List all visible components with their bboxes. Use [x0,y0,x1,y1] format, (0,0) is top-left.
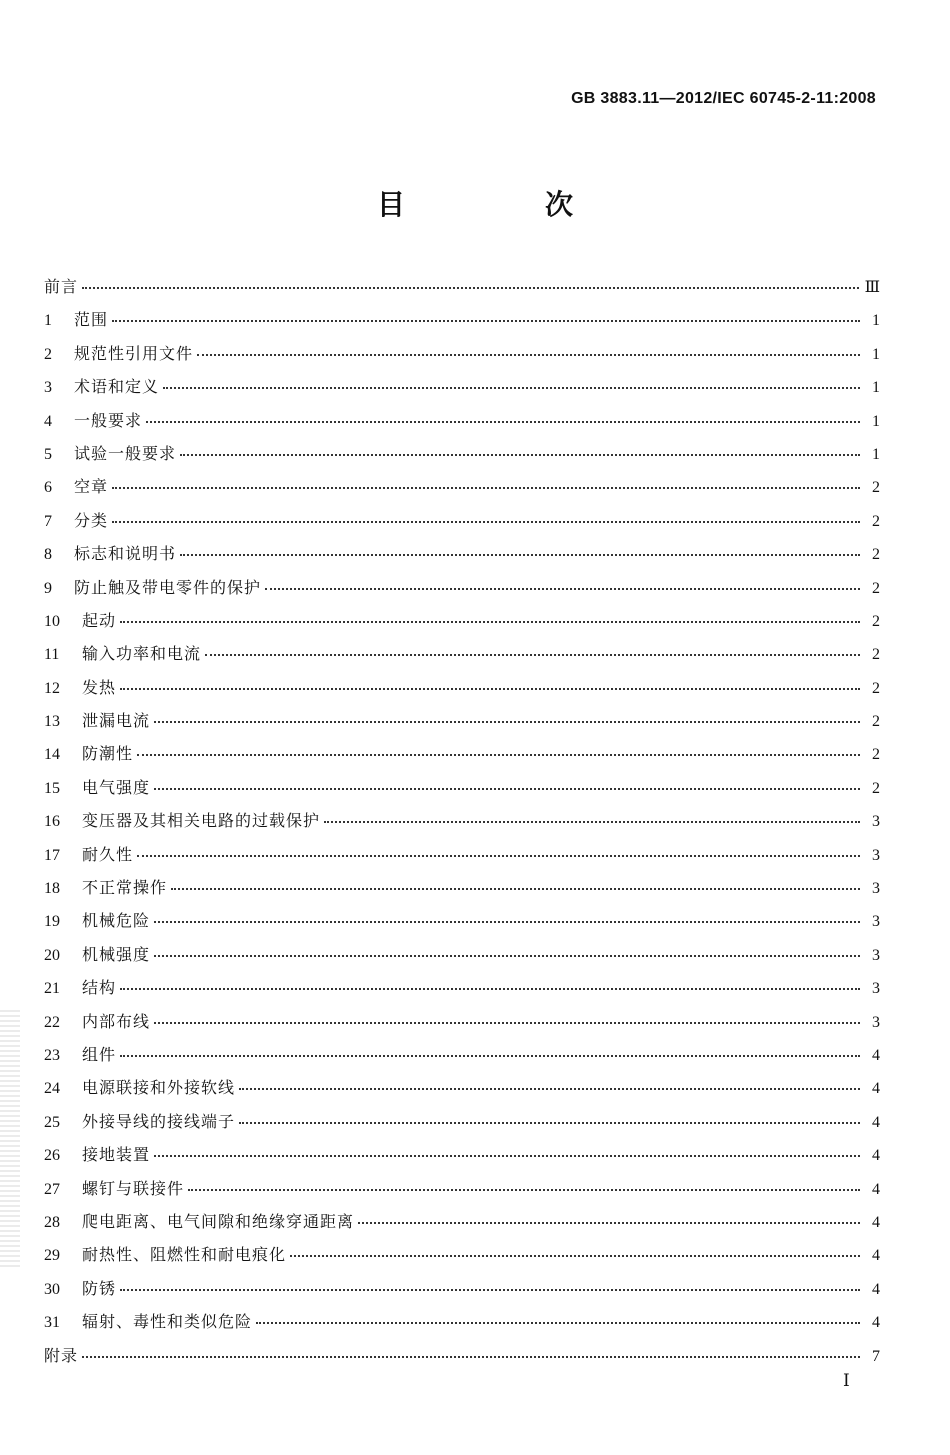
toc-entry-label: 爬电距离、电气间隙和绝缘穿通距离 [82,1211,355,1231]
scan-artifact [0,1010,20,1270]
toc-dot-leader [137,753,860,756]
toc-entry[interactable] [44,504,880,537]
toc-entry-page: 3 [872,846,880,864]
toc-entry-label: 不正常操作 [82,878,168,898]
toc-entry-number: 20 [44,946,60,964]
toc-entry-number: 4 [44,412,52,430]
toc-dot-leader [154,920,860,923]
toc-dot-leader [154,954,860,957]
toc-dot-leader [112,486,860,489]
toc-entry-label: 标志和说明书 [74,544,177,564]
toc-entry-number: 5 [44,445,52,463]
toc-entry-number: 17 [44,846,60,864]
toc-entry[interactable] [44,1339,880,1372]
toc-entry-label: 结构 [82,978,117,998]
toc-entry-page: 4 [872,1280,880,1298]
toc-entry-number: 3 [44,379,52,397]
toc-entry[interactable] [44,1038,880,1071]
toc-entry-number: 16 [44,813,60,831]
toc-dot-leader [112,520,860,523]
toc-entry[interactable] [44,1105,880,1138]
toc-dot-leader [120,1054,860,1057]
toc-entry[interactable] [44,337,880,370]
toc-dot-leader [146,420,860,423]
toc-entry-page: 1 [872,312,880,330]
toc-entry-label: 电气强度 [82,777,151,797]
toc-entry[interactable] [44,1071,880,1104]
toc-entry-number: 23 [44,1046,60,1064]
toc-entry-number: 26 [44,1147,60,1165]
toc-entry[interactable] [44,637,880,670]
toc-entry-label: 术语和定义 [74,377,160,397]
toc-entry-page: 2 [872,546,880,564]
toc-entry[interactable] [44,470,880,503]
toc-dot-leader [82,1355,860,1358]
toc-entry-number: 30 [44,1280,60,1298]
toc-entry-label: 附录 [44,1345,79,1365]
toc-entry-label: 范围 [74,310,109,330]
toc-entry-number: 21 [44,980,60,998]
toc-entry-label: 螺钉与联接件 [82,1178,185,1198]
toc-entry[interactable] [44,1238,880,1271]
toc-entry[interactable] [44,1272,880,1305]
toc-entry-page: 1 [872,445,880,463]
toc-entry-number: 1 [44,312,52,330]
toc-entry-number: 25 [44,1113,60,1131]
page-number: Ⅰ [843,1371,850,1390]
toc-entry-number: 10 [44,612,60,630]
toc-entry-page: 4 [872,1314,880,1332]
toc-entry[interactable] [44,537,880,570]
toc-entry-page: 2 [872,713,880,731]
toc-dot-leader [239,1087,860,1090]
toc-entry[interactable] [44,303,880,336]
standard-header: GB 3883.11—2012/IEC 60745-2-11:2008 [571,90,876,107]
toc-entry-page: 1 [872,345,880,363]
toc-entry-label: 泄漏电流 [82,711,151,731]
toc-dot-leader [120,620,860,623]
toc-dot-leader [188,1188,860,1191]
toc-entry-page: 4 [872,1147,880,1165]
toc-entry-label: 辐射、毒性和类似危险 [82,1312,253,1332]
toc-entry-page: 3 [872,813,880,831]
toc-entry-page: 1 [872,379,880,397]
toc-entry[interactable] [44,571,880,604]
toc-entry-label: 输入功率和电流 [82,644,202,664]
toc-dot-leader [256,1321,860,1324]
toc-entry-label: 防锈 [82,1278,117,1298]
toc-entry-page: 4 [872,1180,880,1198]
toc-entry-label: 前言 [44,277,79,296]
toc-dot-leader [154,787,860,790]
toc-entry-number: 13 [44,713,60,731]
toc-entry-page: 3 [872,980,880,998]
toc-entry-label: 机械强度 [82,944,151,964]
toc-entry[interactable] [44,1205,880,1238]
toc-entry-label: 规范性引用文件 [74,343,194,363]
toc-entry-page: 4 [872,1213,880,1231]
toc-entry-number: 8 [44,546,52,564]
toc-entry-page: 4 [872,1247,880,1265]
toc-dot-leader [120,1288,860,1291]
toc-entry-page: 3 [872,913,880,931]
toc-entry-page: 2 [872,479,880,497]
toc-entry-number: 9 [44,579,52,597]
toc-title: 目 次 [376,188,629,221]
toc-entry[interactable] [44,971,880,1004]
toc-dot-leader [171,887,860,890]
toc-dot-leader [154,1154,860,1157]
toc-entry-page: 4 [872,1080,880,1098]
toc-entry[interactable] [44,838,880,871]
toc-dot-leader [290,1254,860,1257]
toc-entry-page: 2 [872,646,880,664]
toc-entry-label: 发热 [82,677,117,697]
toc-entry-number: 29 [44,1247,60,1265]
toc-entry[interactable] [44,1138,880,1171]
toc-entry[interactable] [44,1305,880,1338]
toc-dot-leader [120,687,860,690]
toc-entry-label: 内部布线 [82,1011,151,1031]
toc-entry-label: 试验一般要求 [74,443,177,463]
toc-entry-page: 2 [872,612,880,630]
toc-dot-leader [120,987,860,990]
toc-dot-leader [197,353,860,356]
toc-entry[interactable] [44,370,880,403]
toc-entry[interactable] [44,804,880,837]
toc-dot-leader [163,386,860,389]
toc-entry-label: 机械危险 [82,911,151,931]
toc-entry-number: 24 [44,1080,60,1098]
toc-dot-leader [82,286,859,289]
toc-entry[interactable] [44,671,880,704]
toc-entry-label: 接地装置 [82,1145,151,1165]
toc-entry-page: 3 [872,1013,880,1031]
toc-entry-label: 电源联接和外接软线 [82,1078,236,1098]
toc-entry-number: 18 [44,880,60,898]
toc-dot-leader [112,319,860,322]
toc-entry-number: 31 [44,1314,60,1332]
table-of-contents [44,270,880,1372]
toc-dot-leader [180,553,860,556]
toc-dot-leader [137,854,860,857]
toc-entry-number: 12 [44,679,60,697]
toc-entry[interactable] [44,771,880,804]
toc-dot-leader [180,453,860,456]
toc-entry-number: 15 [44,779,60,797]
toc-entry-number: 22 [44,1013,60,1031]
toc-entry-label: 起动 [82,610,117,630]
toc-dot-leader [324,820,860,823]
toc-entry-number: 2 [44,345,52,363]
toc-entry-label: 防潮性 [82,744,134,764]
toc-entry-label: 组件 [82,1044,117,1064]
toc-entry-page: 3 [872,946,880,964]
toc-dot-leader [154,1021,860,1024]
toc-entry-page: Ⅲ [864,279,880,296]
toc-entry-page: 1 [872,412,880,430]
toc-entry-page: 2 [872,579,880,597]
toc-entry-label: 变压器及其相关电路的过载保护 [82,811,321,831]
toc-entry[interactable] [44,1005,880,1038]
toc-entry[interactable] [44,737,880,770]
toc-entry-label: 耐久性 [82,844,134,864]
toc-entry-label: 空章 [74,477,109,497]
toc-entry-number: 14 [44,746,60,764]
toc-dot-leader [358,1221,860,1224]
toc-entry-page: 7 [872,1347,880,1365]
toc-entry-page: 2 [872,779,880,797]
toc-dot-leader [205,653,860,656]
toc-entry-page: 3 [872,880,880,898]
toc-entry[interactable] [44,604,880,637]
toc-entry-label: 防止触及带电零件的保护 [74,577,262,597]
toc-entry-number: 27 [44,1180,60,1198]
toc-entry[interactable] [44,938,880,971]
toc-entry[interactable] [44,437,880,470]
toc-entry-page: 4 [872,1046,880,1064]
toc-entry-label: 外接导线的接线端子 [82,1111,236,1131]
toc-entry-page: 2 [872,512,880,530]
toc-entry-number: 7 [44,512,52,530]
toc-entry-number: 6 [44,479,52,497]
toc-entry-label: 一般要求 [74,410,143,430]
toc-entry-page: 2 [872,679,880,697]
toc-entry[interactable] [44,1172,880,1205]
toc-entry-page: 2 [872,746,880,764]
toc-entry-number: 19 [44,913,60,931]
toc-entry-label: 分类 [74,510,109,530]
toc-entry[interactable] [44,270,880,303]
toc-entry[interactable] [44,904,880,937]
toc-entry[interactable] [44,704,880,737]
toc-dot-leader [265,587,860,590]
toc-entry[interactable] [44,871,880,904]
toc-entry[interactable] [44,404,880,437]
toc-dot-leader [239,1121,860,1124]
toc-entry-label: 耐热性、阻燃性和耐电痕化 [82,1245,287,1265]
toc-entry-number: 28 [44,1213,60,1231]
toc-dot-leader [154,720,860,723]
toc-entry-number: 11 [44,646,60,664]
toc-entry-page: 4 [872,1113,880,1131]
